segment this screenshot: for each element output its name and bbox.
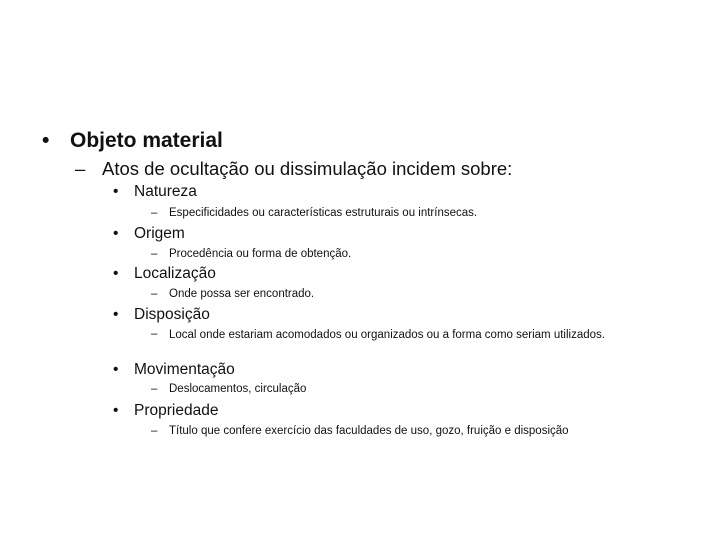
detail-dash: –	[151, 207, 158, 219]
item-bullet: •	[113, 306, 119, 323]
item-detail-natureza: Especificidades ou características estruturais ou intrínsecas.	[169, 207, 478, 219]
item-bullet: •	[113, 225, 119, 242]
item-title-localizacao: Localização	[134, 265, 216, 282]
item-bullet: •	[113, 183, 119, 200]
detail-dash: –	[151, 288, 158, 300]
item-detail-propriedade: Título que confere exercício das faculdades de uso, gozo, fruição e disposição	[169, 425, 569, 437]
item-bullet: •	[113, 265, 119, 282]
level1-heading: Objeto material	[70, 129, 223, 152]
item-title-propriedade: Propriedade	[134, 402, 219, 419]
item-detail-disposicao: Local onde estariam acomodados ou organizados ou a forma como seriam utilizados.	[169, 329, 605, 341]
item-title-origem: Origem	[134, 225, 185, 242]
item-title-movimentacao: Movimentação	[134, 361, 235, 378]
detail-dash: –	[151, 248, 158, 260]
item-bullet: •	[113, 361, 119, 378]
level2-dash: –	[75, 158, 86, 179]
item-detail-localizacao: Onde possa ser encontrado.	[169, 288, 315, 300]
level2-text: Atos de ocultação ou dissimulação incidem sobre:	[102, 158, 513, 179]
item-title-natureza: Natureza	[134, 183, 197, 200]
item-bullet: •	[113, 402, 119, 419]
detail-dash: –	[151, 328, 158, 340]
item-detail-origem: Procedência ou forma de obtenção.	[169, 248, 352, 260]
detail-dash: –	[151, 383, 158, 395]
item-detail-movimentacao: Deslocamentos, circulação	[169, 383, 307, 395]
detail-dash: –	[151, 425, 158, 437]
level1-bullet: •	[42, 129, 50, 152]
item-title-disposicao: Disposição	[134, 306, 210, 323]
